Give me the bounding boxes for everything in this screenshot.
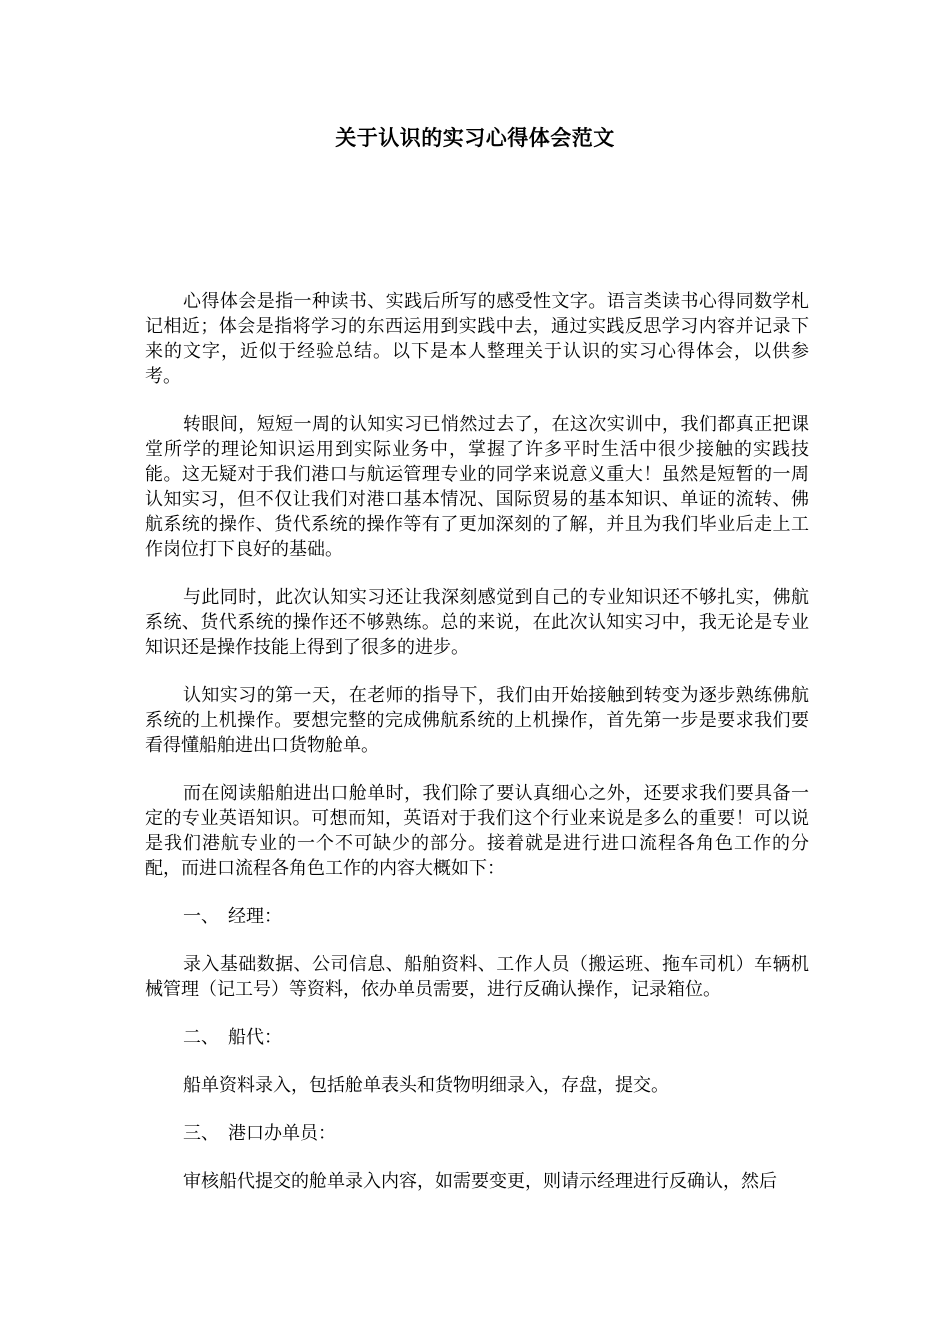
section-heading-port-clerk: 三、 港口办单员： [183, 1123, 336, 1144]
paragraph-intro: 心得体会是指一种读书、实践后所写的感受性文字。语言类读书心得同数学札记相近；体会是指将学习的东西运用到实践中去，通过实践反思学习内容并记录下来的文字，近似于经验总结。以下是本人整理关于认识的实习心得体会，以供参考。 [145, 291, 809, 387]
paragraph-internship-summary: 转眼间，短短一周的认知实习已悄然过去了，在这次实训中，我们都真正把课堂所学的理论知识运用到实际业务中，掌握了许多平时生活中很少接触的实践技能。这无疑对于我们港口与航运管理专业的同学来说意义重大！虽然是短暂的一周认知实习，但不仅让我们对港口基本情况、国际贸易的基本知识、单证的流转、佛航系统的操作、货代系统的操作等有了更加深刻的了解，并且为我们毕业后走上工作岗位打下良好的基础。 [145, 414, 809, 560]
section-heading-ship-agent: 二、 船代： [183, 1027, 282, 1048]
paragraph-first-day: 认知实习的第一天，在老师的指导下，我们由开始接触到转变为逐步熟练佛航系统的上机操作。要想完整的完成佛航系统的上机操作，首先第一步是要求我们要看得懂船舶进出口货物舱单。 [145, 685, 809, 756]
paragraph-ship-agent-duties: 船单资料录入，包括舱单表头和货物明细录入，存盘，提交。 [183, 1075, 669, 1096]
section-heading-manager: 一、 经理： [183, 906, 282, 927]
paragraph-manager-duties: 录入基础数据、公司信息、船舶资料、工作人员（搬运班、拖车司机）车辆机械管理（记工号）等资料，依办单员需要，进行反确认操作，记录箱位。 [145, 954, 809, 1000]
paragraph-port-clerk-duties: 审核船代提交的舱单录入内容，如需要变更，则请示经理进行反确认，然后 [183, 1171, 777, 1192]
document-title: 关于认识的实习心得体会范文 [335, 125, 615, 150]
document-body [145, 289, 809, 1194]
paragraph-manifest-reading: 而在阅读船舶进出口舱单时，我们除了要认真细心之外，还要求我们要具备一定的专业英语知识。可想而知，英语对于我们这个行业来说是多么的重要！可以说是我们港航专业的一个不可缺少的部分。接着就是进行进口流程各角色工作的分配，而进口流程各角色工作的内容大概如下： [145, 783, 809, 879]
paragraph-reflection: 与此同时，此次认知实习还让我深刻感觉到自己的专业知识还不够扎实，佛航系统、货代系统的操作还不够熟练。总的来说，在此次认知实习中，我无论是专业知识还是操作技能上得到了很多的进步。 [145, 587, 809, 658]
